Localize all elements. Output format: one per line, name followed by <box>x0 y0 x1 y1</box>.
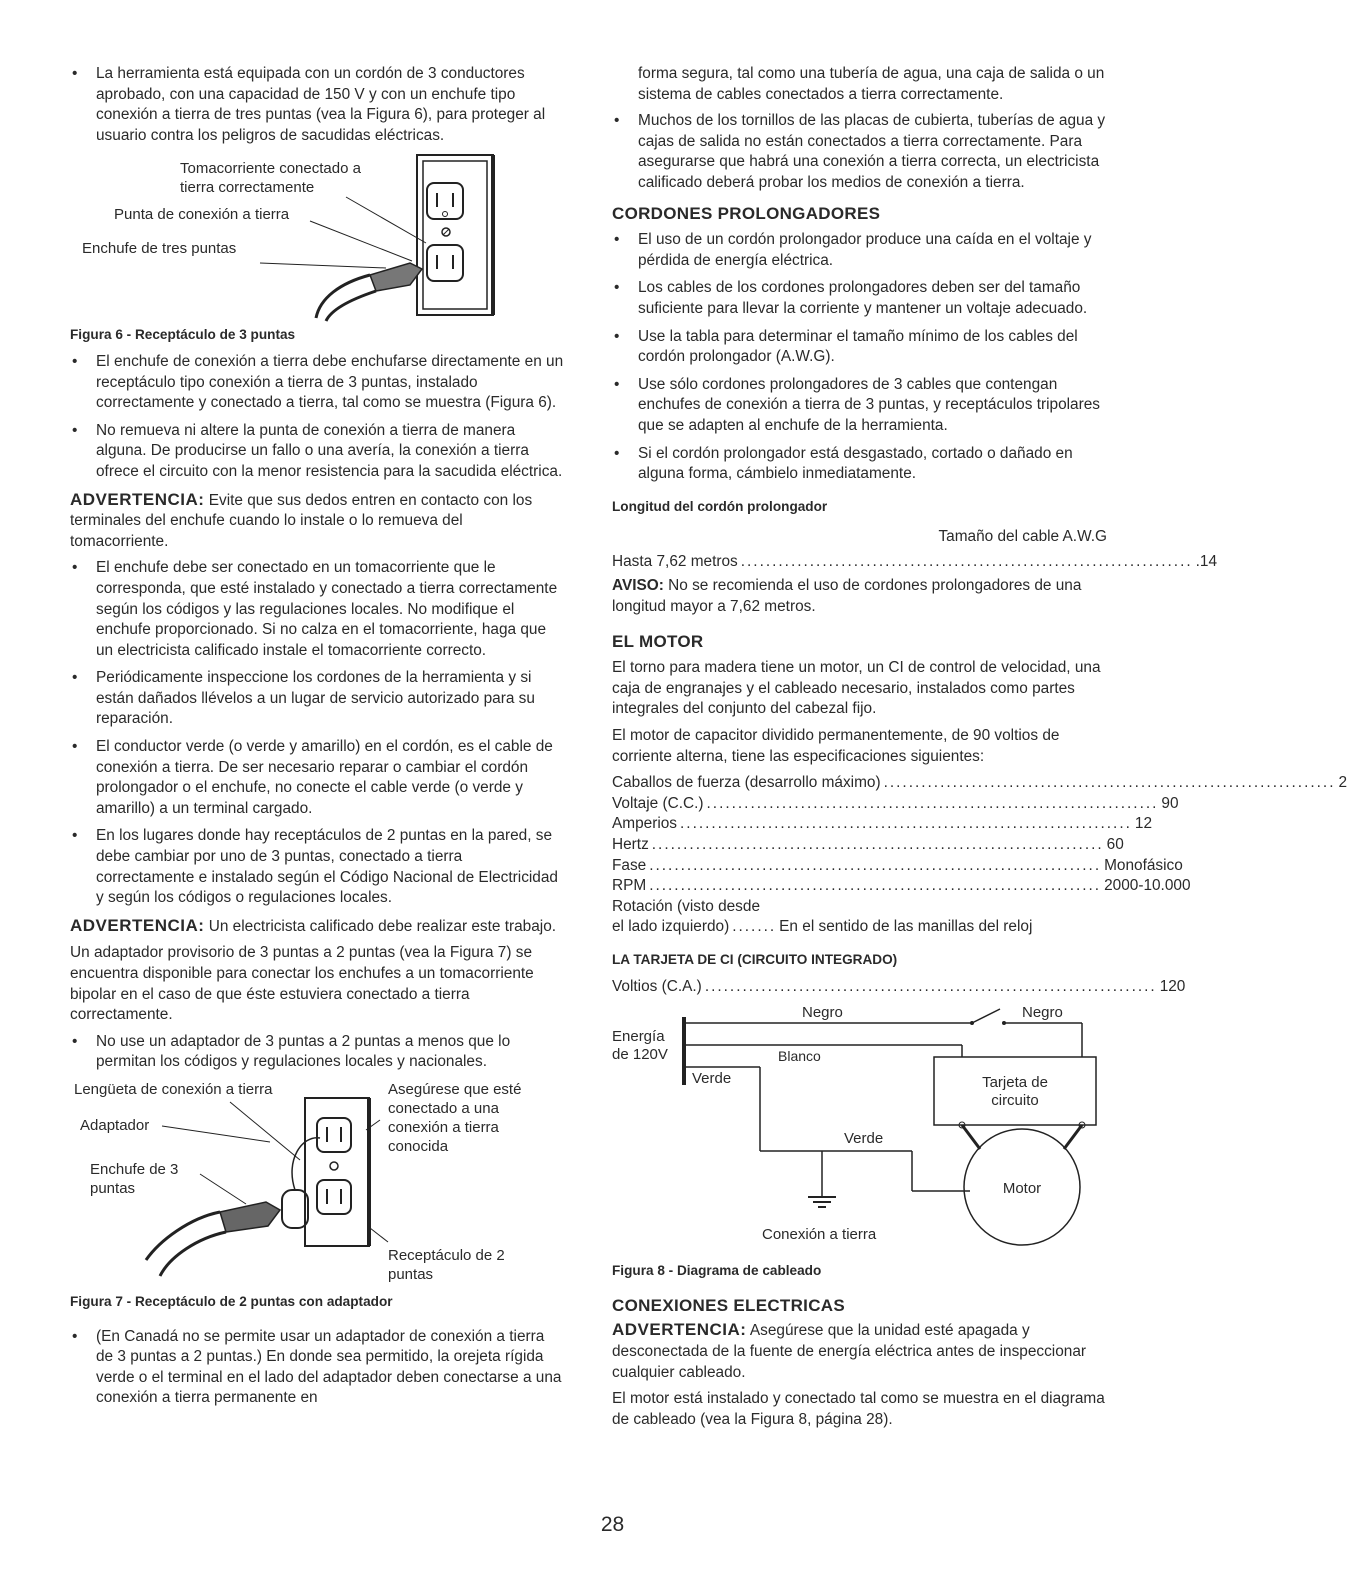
table-row: Hasta 7,62 metros ........................................................................ .14 <box>612 552 1107 573</box>
spec-row: Amperios ........................................................................ 12 <box>612 815 1153 833</box>
figure-8-wiring-diagram <box>612 1001 1107 1257</box>
motor-paragraph: El motor de capacitor dividido permanentemente, de 90 voltios de corriente alterna, tiene las especificaciones siguientes: <box>612 727 1060 765</box>
spec-row: Caballos de fuerza (desarrollo máximo) ........................................................................ 2 <box>612 774 1347 792</box>
diagram-label-black-wire: Negro <box>802 1004 843 1022</box>
warning-text: Un electricista calificado debe realizar este trabajo. <box>204 917 557 935</box>
motor-spec-list <box>612 773 1347 938</box>
list-item: • En los lugares donde hay receptáculos de 2 puntas en la pared, se debe cambiar por uno de 3 puntas, conectado a tierra correctamente e instalado según el Código Nacional de Electricidad y según los códigos o regulaciones locales. <box>70 826 564 908</box>
diagram-label-green-wire-2: Verde <box>844 1130 884 1148</box>
diagram-label-circuit-card-2: circuito <box>991 1092 1039 1110</box>
list-item: • La herramienta está equipada con un cordón de 3 conductores aprobado, con una capacidad de 150 V y con un enchufe tipo conexión a tierra de tres puntas (vea la Figura 6), para proteger al usuario contra los peligros de sacudidas eléctricas. <box>70 64 564 146</box>
diagram-label-circuit-card: Tarjeta de <box>982 1074 1048 1092</box>
figure-label-receptacle: Receptáculo de 2 puntas <box>388 1246 505 1283</box>
list-item: • Si el cordón prolongador está desgastado, cortado o dañado en alguna forma, cámbielo inmediatamente. <box>612 444 1107 485</box>
list-item: • Use la tabla para determinar el tamaño mínimo de los cables del cordón prolongador (A.W.G). <box>612 327 1107 368</box>
warning-text: Evite que sus dedos entren en contacto con los terminales del enchufe cuando lo instale o lo remueva del tomacorriente. <box>70 491 533 550</box>
continued-text: forma segura, tal como una tubería de agua, una caja de salida o un sistema de cables conectados a tierra correctamente. <box>638 65 1105 103</box>
row-value: .14 <box>1195 552 1218 570</box>
table-column-header: Tamaño del cable A.W.G <box>938 528 1107 546</box>
figure-label-plug: Enchufe de 3 puntas <box>90 1160 179 1197</box>
figure-label-ground-pin: Punta de conexión a tierra <box>114 206 290 224</box>
list-item: • No remueva ni altere la punta de conexión a tierra de manera alguna. De producirse un fallo o una avería, la conexión a tierra ofrece el circuito con la menor resistencia para la sacudida eléctrica. <box>70 421 564 483</box>
warning-label: ADVERTENCIA: <box>612 1320 747 1340</box>
section-heading-motor: EL MOTOR <box>612 631 704 651</box>
diagram-label-energy: Energía <box>612 1028 665 1046</box>
warning-paragraph <box>70 490 564 553</box>
warning-paragraph <box>612 1320 1107 1383</box>
row-label: Hasta 7,62 metros <box>612 552 738 570</box>
diagram-label-black-wire-switch: Negro <box>1022 1004 1063 1022</box>
figure-6 <box>70 153 564 321</box>
notice-text: No se recomienda el uso de cordones prolongadores de una longitud mayor a 7,62 metros. <box>612 577 1082 616</box>
list-item: • (En Canadá no se permite usar un adaptador de conexión a tierra de 3 puntas a 2 puntas.) En donde sea permitido, la orejeta rígida verde o el terminal en el lado del adaptador deben conectarse a una conexión a tierra permanente en <box>70 1327 564 1409</box>
list-item: • Use sólo cordones prolongadores de 3 cables que contengan enchufes de conexión a tierra de 3 puntas, y receptáculos tripolares que se adapten al enchufe de la herramienta. <box>612 375 1107 437</box>
warning-paragraph <box>70 916 564 938</box>
table-heading-cord-length: Longitud del cordón prolongador <box>612 498 828 514</box>
list-item: • El uso de un cordón prolongador produce una caída en el voltaje y pérdida de energía eléctrica. <box>612 230 1107 271</box>
right-column <box>612 64 1347 1436</box>
figure-7-caption: Figura 7 - Receptáculo de 2 puntas con adaptador <box>70 1293 393 1309</box>
figure-6-caption: Figura 6 - Receptáculo de 3 puntas <box>70 327 296 343</box>
spec-row: Voltios (C.A.) ........................................................................ 120 <box>612 977 1186 995</box>
figure-label-adapter: Adaptador <box>80 1116 150 1134</box>
list-item: • El conductor verde (o verde y amarillo) en el cordón, es el cable de conexión a tierra. De ser necesario reparar o cambiar el cordón prolongador o el enchufe, no conecte el cable verde (o verde y amarillo) a un terminal cargado. <box>70 737 564 819</box>
figure-7 <box>70 1080 564 1288</box>
figure-label-plug: Enchufe de tres puntas <box>82 240 237 258</box>
adapter-paragraph: Un adaptador provisorio de 3 puntas a 2 puntas (vea la Figura 7) se encuentra disponible para conectar los enchufes a un tomacorriente bipolar en el caso de que éste estuviera conectado a tierra correctamente. <box>70 944 534 1024</box>
spec-row: el lado izquierdo) ....... En el sentido de las manillas del reloj <box>612 918 1033 936</box>
list-item: • El enchufe de conexión a tierra debe enchufarse directamente en un receptáculo tipo conexión a tierra de 3 puntas, instalado correctamente y conectado a tierra, tal como se muestra (Figura 6). <box>70 352 564 414</box>
list-item: • No use un adaptador de 3 puntas a 2 puntas a menos que lo permitan los códigos y regulaciones locales y nacionales. <box>70 1032 564 1073</box>
list-item: • Periódicamente inspeccione los cordones de la herramienta y si están dañados llévelos a un lugar de servicio autorizado para su reparación. <box>70 668 564 730</box>
list-item: • El enchufe debe ser conectado en un tomacorriente que le corresponda, que esté instalado y conectado a tierra correctamente según los códigos y las regulaciones locales. No modifique el enchufe proporcionado. Si no calza en el tomacorriente, haga que un electricista calificado instale el tomacorriente correcto. <box>70 558 564 661</box>
spec-row: Voltaje (C.C.) ........................................................................ 90 <box>612 794 1179 812</box>
diagram-label-green-wire: Verde <box>692 1070 732 1088</box>
diagram-label-ground: Conexión a tierra <box>762 1226 877 1244</box>
spec-row-label: Rotación (visto desde <box>612 897 760 915</box>
figure-label-outlet: Tomacorriente conectado a tierra correctamente <box>180 160 361 197</box>
section-heading-electrical-connections: CONEXIONES ELECTRICAS <box>612 1295 845 1315</box>
warning-label: ADVERTENCIA: <box>70 489 205 509</box>
page-number: 28 <box>600 1513 625 1536</box>
spec-row: RPM ........................................................................ 2000-10.000 <box>612 877 1191 895</box>
notice-paragraph <box>612 576 1107 617</box>
list-item: • Muchos de los tornillos de las placas de cubierta, tuberías de agua y cajas de salida no están conectados a tierra correctamente. Para asegurarse que habrá una conexión a tierra correcta, un electricista calificado deberá probar los medios de conexión a tierra. <box>612 111 1107 193</box>
spec-row: Hertz ........................................................................ 60 <box>612 836 1124 853</box>
spec-row: Fase ........................................................................ Monofásico <box>612 856 1183 874</box>
section-heading-extension-cords: CORDONES PROLONGADORES <box>612 203 881 223</box>
diagram-label-motor: Motor <box>1002 1180 1042 1198</box>
section-heading-ci-card: LA TARJETA DE CI (CIRCUITO INTEGRADO) <box>612 951 898 967</box>
figure-8-caption: Figura 8 - Diagrama de cableado <box>612 1263 822 1279</box>
motor-paragraph: El torno para madera tiene un motor, un CI de control de velocidad, una caja de engranajes y el cableado necesario, instalados como partes integrales del conjunto del cabezal fijo. <box>612 659 1101 718</box>
figure-label-ground-tab: Lengüeta de conexión a tierra <box>74 1080 273 1098</box>
diagram-label-white-wire: Blanco <box>778 1048 821 1065</box>
warning-text: Asegúrese que la unidad esté apagada y desconectada de la fuente de energía eléctrica antes de inspeccionar cualquier cableado. <box>612 1322 1087 1381</box>
final-paragraph: El motor está instalado y conectado tal como se muestra en el diagrama de cableado (vea la Figura 8, página 28). <box>612 1390 1105 1428</box>
list-item: • Los cables de los cordones prolongadores deben ser del tamaño suficiente para llevar la corriente y mantener un voltaje adecuado. <box>612 278 1107 319</box>
notice-label: AVISO: <box>612 577 664 595</box>
figure-label-check-ground: Asegúrese que esté conectado a una conexión a tierra conocida <box>388 1080 522 1155</box>
diagram-label-voltage: de 120V <box>612 1046 668 1064</box>
left-column <box>70 64 564 1416</box>
warning-label: ADVERTENCIA: <box>70 915 205 935</box>
